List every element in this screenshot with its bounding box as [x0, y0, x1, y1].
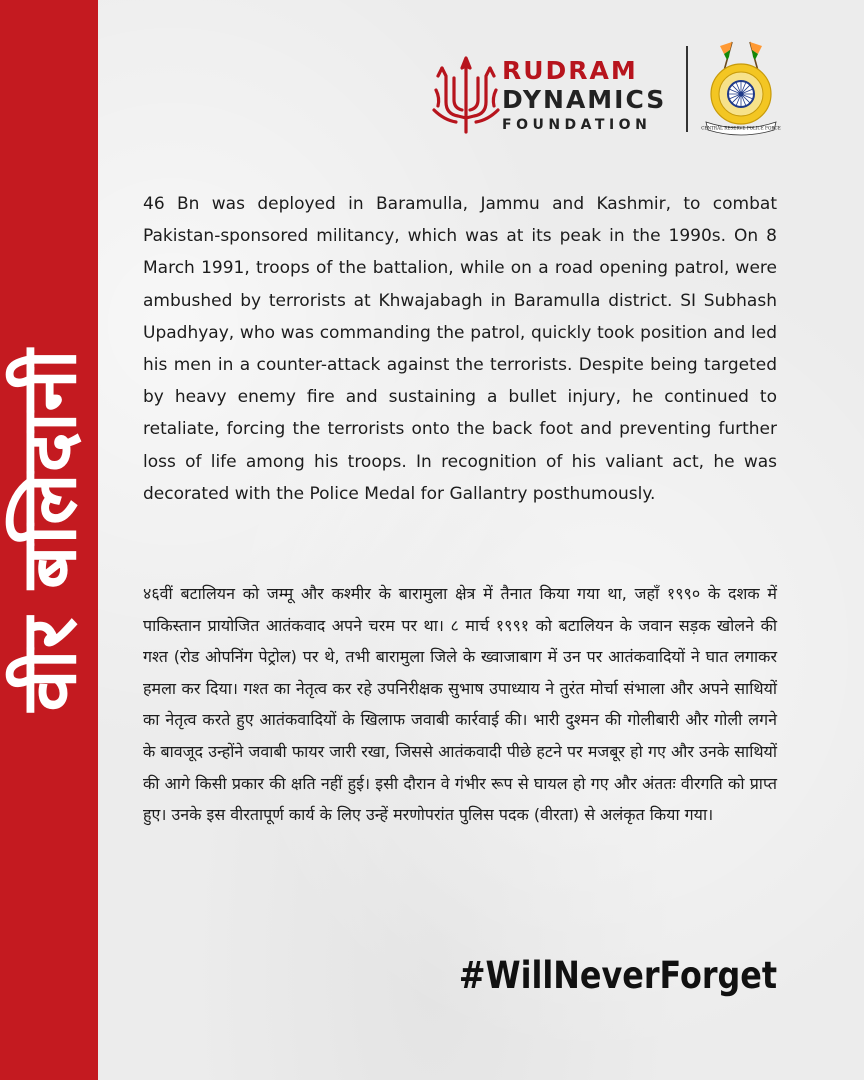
emblem-caption: CENTRAL RESERVE POLICE FORCE [701, 125, 781, 131]
foundation-name-line1: RUDRAM [502, 56, 638, 85]
crpf-emblem-icon [700, 38, 782, 136]
foundation-name-line3: FOUNDATION [502, 117, 652, 133]
english-paragraph: 46 Bn was deployed in Baramulla, Jammu and Kashmir, to combat Pakistan-sponsored militancy, which was at its peak in the 1990s. On 8 March 1991, troops of the battalion, while on a road opening patrol, were ambushed by terrorists at Khwajabagh in Baramulla district. SI Subhash Upadhyay, who was commanding the patrol, quickly took position and led his men in a counter-attack against the terrorists. Despite being targeted by heavy enemy fire and sustaining a bullet injury, he continued to retaliate, forcing the terrorists onto the back foot and preventing further loss of life among his troops. In recognition of his valiant act, he was decorated with the Police Medal for Gallantry posthumously. [143, 194, 777, 504]
side-banner [0, 0, 98, 1080]
foundation-wordmark [502, 58, 666, 132]
hindi-paragraph: ४६वीं बटालियन को जम्मू और कश्मीर के बारामुला क्षेत्र में तैनात किया गया था, जहाँ १९९० के दशक में पाकिस्तान प्रायोजित आतंकवाद अपने चरम पर था। ८ मार्च १९९१ को बटालियन के जवान सड़क खोलने की गश्त (रोड ओपनिंग पेट्रोल) पर थे, तभी बारामुला जिले के ख्वाजाबाग में उन पर आतंकवादियों ने घात लगाकर हमला कर दिया। गश्त का नेतृत्व कर रहे उपनिरीक्षक सुभाष उपाध्याय ने तुरंत मोर्चा संभाला और अपने साथियों का नेतृत्व करते हुए आतंकवादियों के खिलाफ जवाबी कार्रवाई की। भारी दुश्मन की गोलीबारी और गोली लगने के बावजूद उन्होंने जवाबी फायर जारी रखा, जिससे आतंकवादी पीछे हटने पर मजबूर हो गए और उनके साथियों की आगे किसी प्रकार की क्षति नहीं हुई। इसी दौरान वे गंभीर रूप से घायल हो गए और अंततः वीरगति को प्राप्त हुए। उनके इस वीरतापूर्ण कार्य के लिए उन्हें मरणोपरांत पुलिस पदक (वीरता) से अलंकृत किया गया। [143, 584, 777, 825]
side-banner-title: वीर बलिदानी [4, 348, 93, 712]
foundation-name-line2: DYNAMICS [502, 85, 667, 114]
hashtag: #WillNeverForget [458, 954, 777, 997]
logo-divider [686, 46, 688, 132]
trident-logo-icon [432, 54, 500, 136]
